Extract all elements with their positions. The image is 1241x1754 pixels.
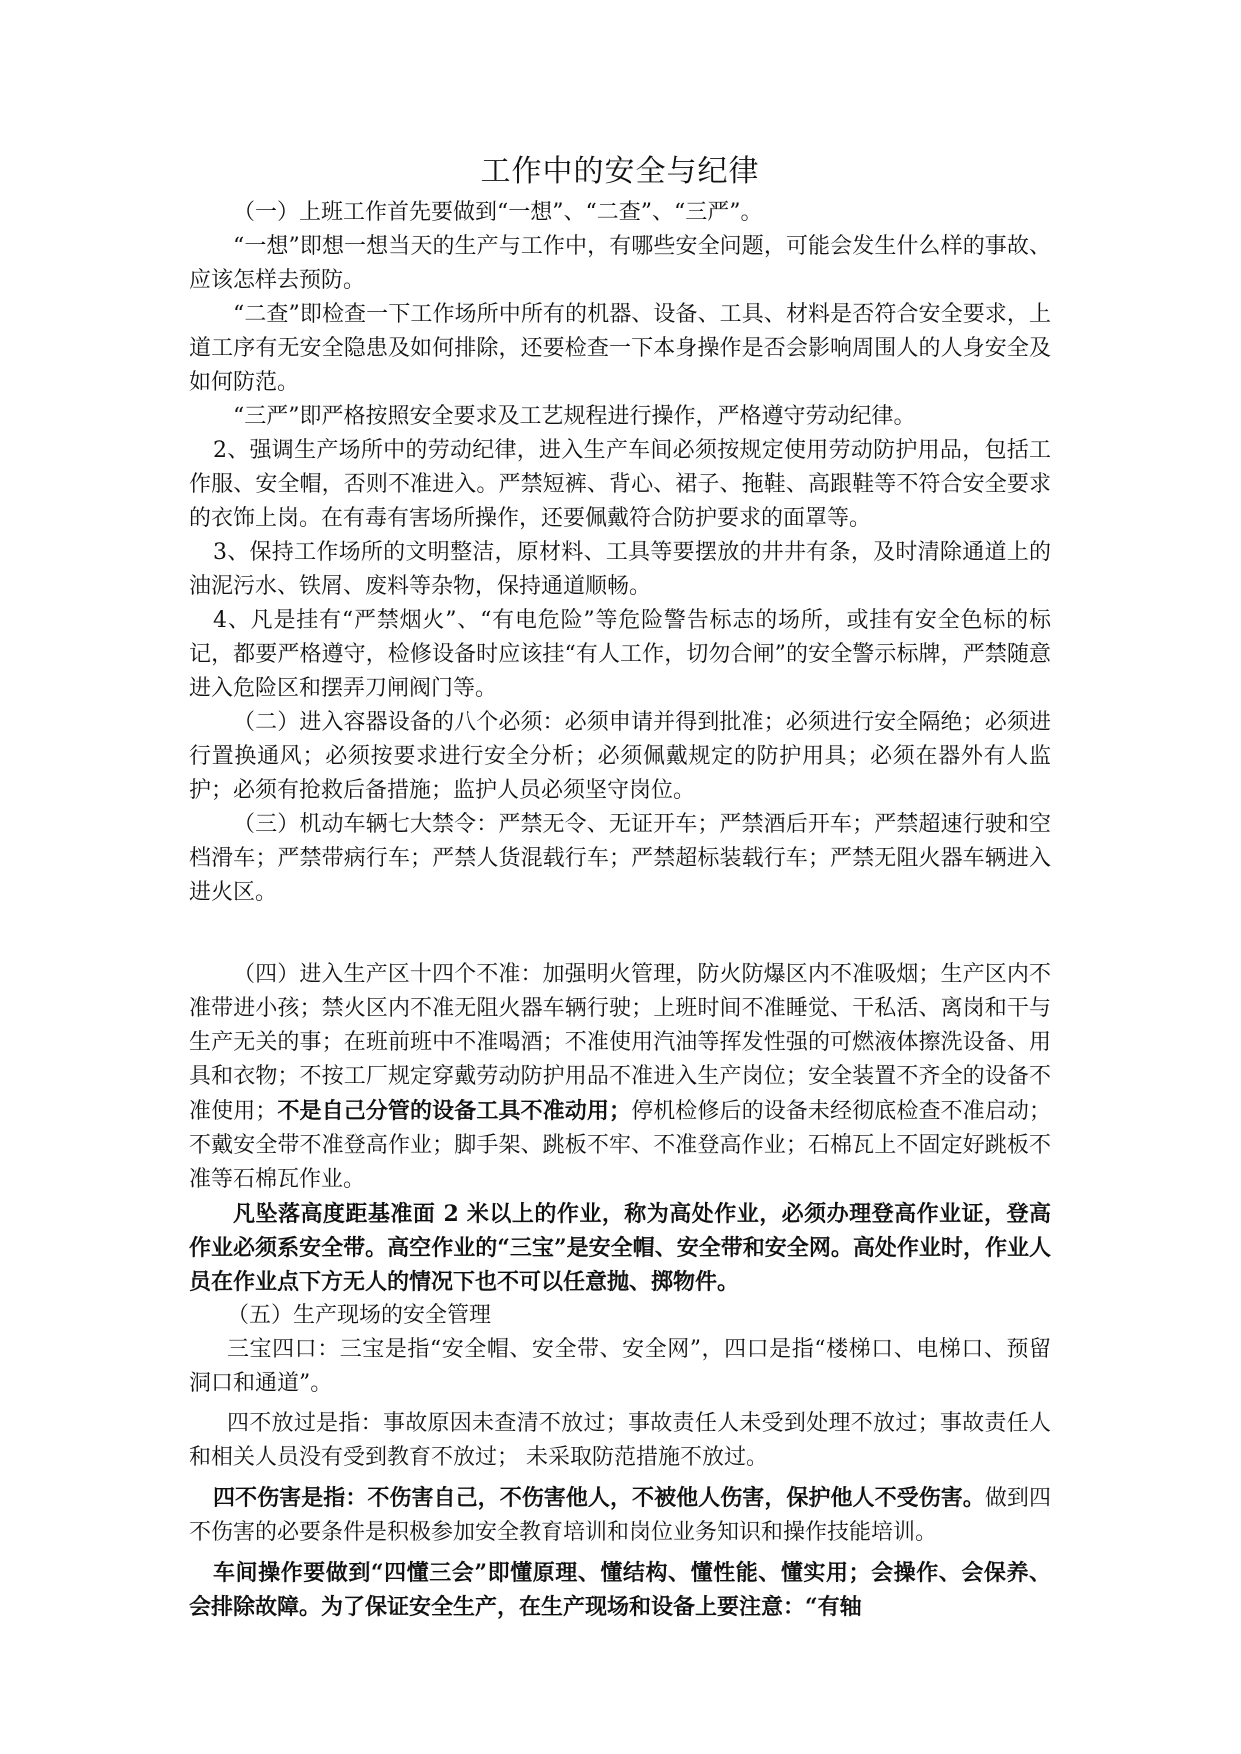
section-4-text-bold: 不是自己分管的设备工具不准动用； <box>277 1098 631 1124</box>
paragraph-section-3: （三）机动车辆七大禁令：严禁无令、无证开车；严禁酒后开车；严禁超速行驶和空档滑车；严禁带病行车；严禁人货混载行车；严禁超标装载行车；严禁无阻火器车辆进入进火区。 <box>189 812 1051 905</box>
paragraph-san-bao-si-kou: 三宝四口：三宝是指“安全帽、安全带、安全网”，四口是指“楼梯口、电梯口、预留洞口和通道”。 <box>189 1337 1051 1396</box>
paragraph-item-3: 3、保持工作场所的文明整洁，原材料、工具等要摆放的井井有条，及时清除通道上的油泥污水、铁屑、废料等杂物，保持通道顺畅。 <box>189 540 1051 599</box>
paragraph-item-4: 4、凡是挂有“严禁烟火”、“有电危险”等危险警告标志的场所，或挂有安全色标的标记，都要严格遵守，检修设备时应该挂“有人工作，切勿合闸”的安全警示标牌，严禁随意进入危险区和摆弄刀闸阀门等。 <box>189 608 1051 701</box>
paragraph-section-1-heading: （一）上班工作首先要做到“一想”、“二查”、“三严”。 <box>233 200 763 225</box>
paragraph-si-bu-shang-hai <box>189 1481 1051 1550</box>
si-bu-shang-hai-bold: 四不伤害是指：不伤害自己，不伤害他人，不被他人伤害，保护他人不受伤害。 <box>213 1485 985 1511</box>
paragraph-height-work: 凡坠落高度距基准面 2 米以上的作业，称为高处作业，必须办理登高作业证，登高作业必须系安全带。高空作业的“三宝”是安全帽、安全带和安全网。高处作业时，作业人员在作业点下方无人的情况下也不可以任意抛、掷物件。 <box>189 1201 1051 1295</box>
paragraph-item-2: 2、强调生产场所中的劳动纪律，进入生产车间必须按规定使用劳动防护用品，包括工作服、安全帽，否则不准进入。严禁短裤、背心、裙子、拖鞋、高跟鞋等不符合安全要求的衣饰上岗。在有毒有害场所操作，还要佩戴符合防护要求的面罩等。 <box>189 438 1051 531</box>
section-4-text-a: （四）进入生产区十四个不准：加强明火管理，防火防爆区内不准吸烟；生产区内不准带进小孩；禁火区内不准无阻火器车辆行驶；上班时间不准睡觉、干私活、离岗和干与生产无关的事；在班前班中不准喝酒；不准使用汽油等挥发性强的可燃液体擦洗设备、用具和衣物；不按工厂规定穿戴劳动防护用品不准进入生产岗位；安全装置不齐全的设备不准使用； <box>189 962 1051 1124</box>
paragraph-si-dong-san-hui: 车间操作要做到“四懂三会”即懂原理、懂结构、懂性能、懂实用；会操作、会保养、会排除故障。为了保证安全生产，在生产现场和设备上要注意：“有轴 <box>189 1560 1051 1620</box>
si-bu-shang-hai-text: 做到四不伤害的必要条件是积极参加安全教育培训和岗位业务知识和操作技能培训。 <box>189 1486 1051 1545</box>
paragraph-si-bu-fang-guo: 四不放过是指：事故原因未查清不放过；事故责任人未受到处理不放过；事故责任人和相关人员没有受到教育不放过； 未采取防范措施不放过。 <box>189 1411 1051 1470</box>
document-title: 工作中的安全与纪律 <box>480 154 760 189</box>
paragraph-yi-xiang: “一想”即想一想当天的生产与工作中，有哪些安全问题，可能会发生什么样的事故、应该怎样去预防。 <box>189 234 1051 293</box>
paragraph-section-5-heading: （五）生产现场的安全管理 <box>227 1303 492 1328</box>
paragraph-section-2: （二）进入容器设备的八个必须：必须申请并得到批准；必须进行安全隔绝；必须进行置换通风；必须按要求进行安全分析；必须佩戴规定的防护用具；必须在器外有人监护；必须有抢救后备措施；监护人员必须坚守岗位。 <box>189 710 1051 803</box>
paragraph-er-cha: “二查”即检查一下工作场所中所有的机器、设备、工具、材料是否符合安全要求，上道工序有无安全隐患及如何排除，还要检查一下本身操作是否会影响周围人的人身安全及如何防范。 <box>189 302 1051 395</box>
paragraph-san-yan: “三严”即严格按照安全要求及工艺规程进行操作，严格遵守劳动纪律。 <box>233 404 916 429</box>
document-body <box>189 150 1051 1624</box>
blank-gap <box>189 910 1051 958</box>
paragraph-section-4 <box>189 958 1051 1197</box>
section-4-text-c: 停机检修后的设备未经彻底检查不准启动；不戴安全带不准登高作业；脚手架、跳板不牢、不准登高作业；石棉瓦上不固定好跳板不准等石棉瓦作业。 <box>189 1099 1051 1192</box>
